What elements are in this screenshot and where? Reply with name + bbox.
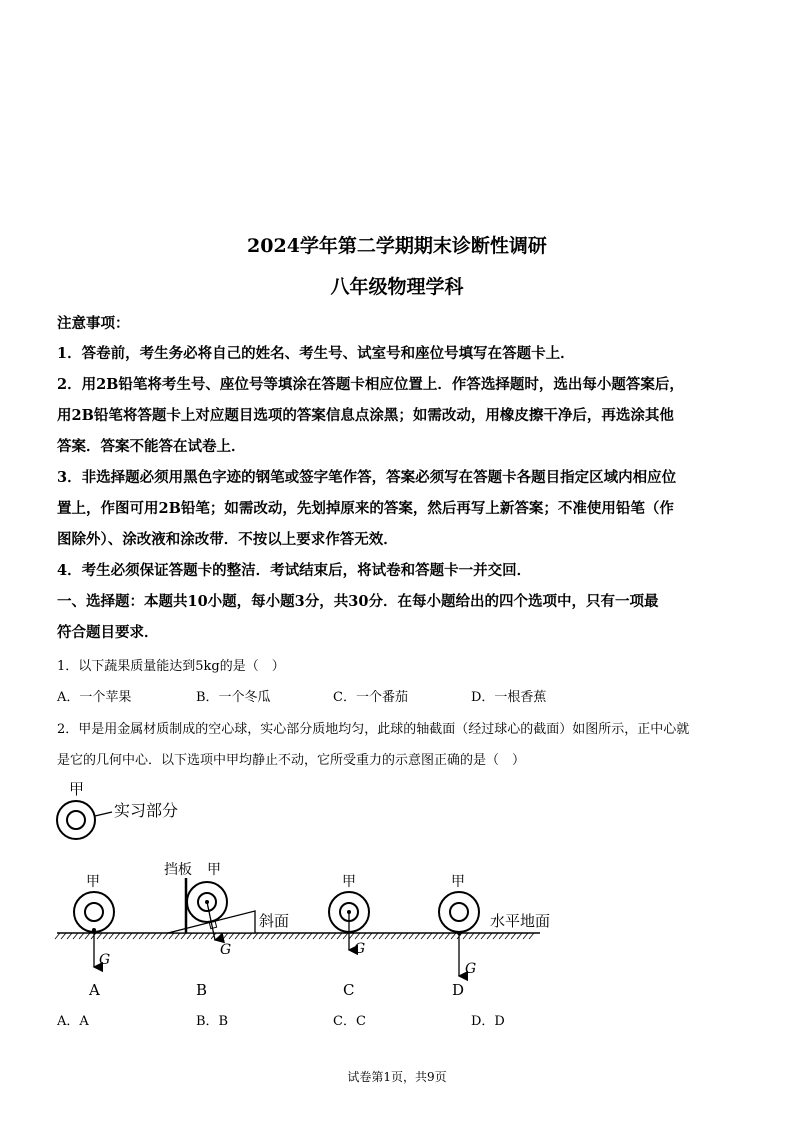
ground-hatch-mark [349,933,354,939]
ground-hatch-mark [139,933,144,939]
ground-hatch-mark [307,933,312,939]
ground-hatch-mark [433,933,438,939]
ground-hatch-mark [313,933,318,939]
ground-hatch-mark [331,933,336,939]
ground-hatch-mark [157,933,162,939]
force-label-a: G [99,952,111,968]
ground-hatch-mark [277,933,282,939]
ball-c-label: 甲 [342,874,356,890]
page-footer: 试卷第1页，共9页 [347,1070,447,1084]
section-heading: 一、选择题：本题共10小题，每小题3分，共30分．在每小题给出的四个选项中，只有一项最 [57,593,659,610]
ball-b-label: 甲 [207,862,221,878]
ground-hatch-mark [73,933,78,939]
ground-hatch-mark [175,933,180,939]
ground-hatch-mark [241,933,246,939]
q1-option-d[interactable]: D．一根香蕉 [471,690,547,705]
ground-hatch-mark [79,933,84,939]
notice-line-8: 4．考生必须保证答题卡的整洁．考试结束后，将试卷和答题卡一并交回． [57,562,532,579]
ground [55,933,540,939]
ground-hatch-mark [481,933,486,939]
ground-hatch-mark [265,933,270,939]
ground-hatch-mark [487,933,492,939]
ground-hatch-mark [61,933,66,939]
ground-hatch-mark [127,933,132,939]
ground-hatch-mark [301,933,306,939]
q1-option-c[interactable]: C．一个番茄 [333,690,408,705]
ground-hatch-mark [403,933,408,939]
notice-line-4: 答案．答案不能答在试卷上． [57,438,246,455]
ground-hatch-mark [391,933,396,939]
q2-option-a[interactable]: A．A [57,1014,89,1029]
ground-hatch-mark [289,933,294,939]
notice-line-2: 2．用2B铅笔将考生号、座位号等填涂在答题卡相应位置上．作答选择题时，选出每小题答案后， [57,376,684,393]
ground-hatch-mark [451,933,456,939]
ground-hatch-mark [67,933,72,939]
ground-hatch-mark [493,933,498,939]
ball-a [74,892,114,932]
ground-hatch-mark [97,933,102,939]
q2-option-d[interactable]: D．D [471,1014,505,1029]
ground-hatch-mark [229,933,234,939]
ground-hatch-mark [85,933,90,939]
ground-hatch-mark [133,933,138,939]
force-label-c: G [354,941,366,957]
baffle-label: 挡板 [164,862,192,878]
ground-hatch-mark [145,933,150,939]
ground-hatch-mark [295,933,300,939]
q2-option-b[interactable]: B．B [196,1014,229,1029]
ground-hatch-mark [115,933,120,939]
ground-hatch-mark [439,933,444,939]
q2-option-c[interactable]: C．C [333,1014,366,1029]
ground-hatch-mark [223,933,228,939]
ground-hatch-mark [247,933,252,939]
ground-hatch-mark [337,933,342,939]
slope-label: 斜面 [259,912,290,930]
ground-hatch-mark [475,933,480,939]
section-heading-cont: 符合题目要求． [57,624,159,641]
panel-label-b: B [196,981,208,999]
ground-hatch-mark [103,933,108,939]
ground-hatch-mark [397,933,402,939]
question-2-stem-1: 2．甲是用金属材质制成的空心球，实心部分质地均匀，此球的轴截面（经过球心的截面）如图所示，正中心就 [57,722,690,737]
legend-ball-label: 甲 [69,780,85,798]
ground-hatch-mark [505,933,510,939]
ground-hatch-mark [169,933,174,939]
ground-hatch-mark [415,933,420,939]
ground-hatch-mark [385,933,390,939]
q1-option-a[interactable]: A．一个苹果 [57,690,132,705]
ground-hatch-mark [163,933,168,939]
notice-line-6: 置上，作图可用2B铅笔；如需改动，先划掉原来的答案，然后再写上新答案；不准使用铅笔（作 [57,500,674,517]
ground-hatch-mark [325,933,330,939]
question-2-stem-2: 是它的几何中心．以下选项中甲均静止不动，它所受重力的示意图正确的是（ ） [57,753,526,768]
exam-title: 2024学年第二学期期末诊断性调研 [247,235,547,257]
ground-hatch-mark [427,933,432,939]
ground-label: 水平地面 [490,912,551,930]
force-label-b: G [220,942,232,958]
ground-hatch-mark [517,933,522,939]
notice-line-3: 用2B铅笔将答题卡上对应题目选项的答案信息点涂黑；如需改动，用橡皮擦干净后，再选涂其他 [57,407,674,424]
ground-hatch-mark [355,933,360,939]
ground-hatch-mark [445,933,450,939]
ground-hatch-mark [319,933,324,939]
ground-hatch-mark [181,933,186,939]
ground-hatch-mark [373,933,378,939]
panel-label-c: C [343,981,355,999]
ground-hatch-mark [217,933,222,939]
legend-ball [57,801,95,839]
ground-hatch-mark [511,933,516,939]
question-2-figure [0,770,794,1005]
ground-hatch-mark [343,933,348,939]
solid-part-label: 实习部分 [114,801,179,820]
ground-hatch-mark [259,933,264,939]
ball-d [439,892,479,932]
ground-hatch-mark [499,933,504,939]
ground-hatch-mark [193,933,198,939]
ground-hatch-mark [151,933,156,939]
exam-subtitle: 八年级物理学科 [330,276,464,298]
ball-a-label: 甲 [86,874,100,890]
panel-label-a: A [89,981,100,999]
ground-hatch-mark [421,933,426,939]
ground-hatch-mark [109,933,114,939]
ground-hatch-mark [253,933,258,939]
notice-line-5: 3．非选择题必须用黑色字迹的钢笔或签字笔作答，答案必须写在答题卡各题目指定区域内相应位 [57,469,677,486]
ground-hatch-mark [205,933,210,939]
ground-hatch-mark [523,933,528,939]
notice-heading: 注意事项： [57,315,130,332]
ground-hatch-mark [379,933,384,939]
question-1-stem: 1．以下蔬果质量能达到5kg的是（ ） [57,659,285,674]
notice-line-7: 图除外）、涂改液和涂改带．不按以上要求作答无效． [57,531,398,548]
ground-hatch-mark [187,933,192,939]
ground-hatch-mark [283,933,288,939]
ground-hatch-mark [121,933,126,939]
force-label-d: G [465,961,477,977]
ground-hatch-mark [409,933,414,939]
ground-hatch-mark [367,933,372,939]
ground-hatch-mark [463,933,468,939]
panel-label-d: D [452,981,465,999]
notice-line-1: 1．答卷前，考生务必将自己的姓名、考生号、试室号和座位号填写在答题卡上． [57,345,575,362]
ground-hatch-mark [361,933,366,939]
ground-hatch-mark [55,933,60,939]
q1-option-b[interactable]: B．一个冬瓜 [196,690,271,705]
ground-hatch-mark [529,933,534,939]
legend-pointer [95,812,112,816]
ball-d-label: 甲 [451,874,465,890]
ground-hatch-mark [235,933,240,939]
ground-hatch-mark [199,933,204,939]
ground-hatch-mark [271,933,276,939]
ground-hatch-mark [469,933,474,939]
